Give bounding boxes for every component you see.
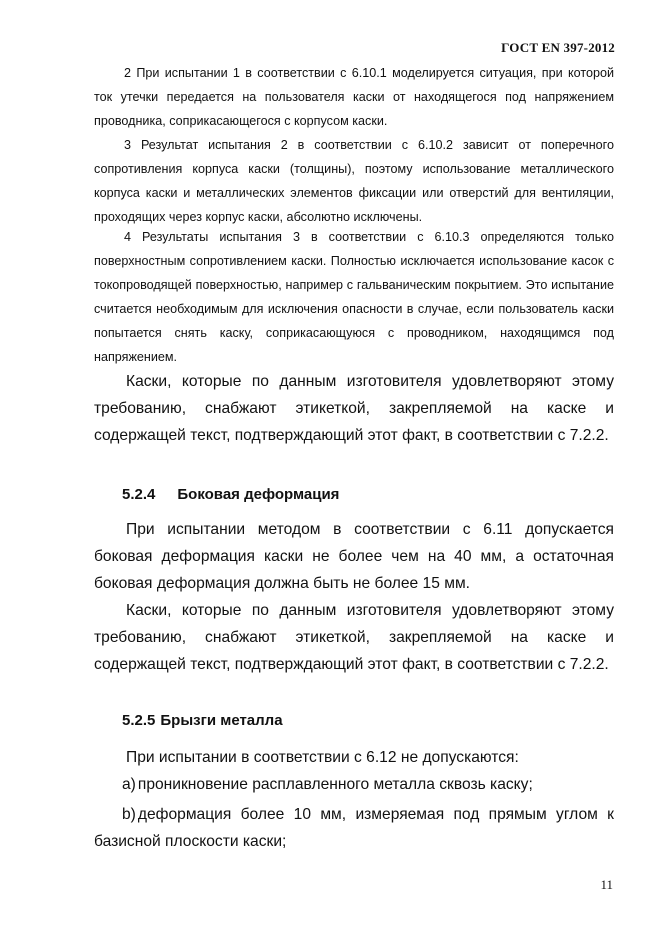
labeling-paragraph-2: Каски, которые по данным изготовителя удовлетворяют этому требованию, снабжают этикеткой, закрепляемой на каске и содержащей текст, подтверждающий этот факт, в соответствии с 7.2.2. [94,602,614,673]
list-item-text: проникновение расплавленного металла сквозь каску; [137,776,533,793]
section-number: 5.2.5 [122,712,156,729]
section-title: Боковая деформация [177,486,340,503]
list-marker: a) [122,776,136,793]
section-number: 5.2.4 [122,486,156,503]
document-code-header: ГОСТ EN 397-2012 [501,40,615,55]
metal-splash-intro: При испытании в соответствии с 6.12 не допускаются: [126,749,519,766]
list-marker: b) [122,806,136,823]
lateral-deformation-paragraph: При испытании методом в соответствии с 6.11 допускается боковая деформация каски не более чем на 40 мм, а остаточная боковая деформация должна быть не более 15 мм. [94,521,614,592]
page-number: 11 [600,877,613,892]
list-item-b [94,801,614,855]
list-item-text: деформация более 10 мм, измеряемая под прямым углом к базисной плоскости каски; [94,806,614,850]
section-heading-5-2-5 [122,712,283,729]
list-item-a [94,771,614,798]
note-3: 3 Результат испытания 2 в соответствии с 6.10.2 зависит от поперечного сопротивления корпуса каски (толщины), поэтому использование металлического корпуса каски и металлических элементов фиксации или отверстий для вентиляции, проходящих через корпус каски, абсолютно исключены. [94,138,614,224]
section-title: Брызги металла [160,712,283,729]
section-heading-5-2-4 [122,486,339,503]
note-2: 2 При испытании 1 в соответствии с 6.10.1 моделируется ситуация, при которой ток утечки передается на пользователя каски от находящегося под напряжением проводника, соприкасающегося с корпусом каски. [94,66,614,128]
note-4: 4 Результаты испытания 3 в соответствии с 6.10.3 определяются только поверхностным сопротивлением каски. Полностью исключается использование касок с токопроводящей поверхностью, например с гальваническим покрытием. Это испытание считается необходимым для исключения опасности в случае, если пользователь каски попытается снять каску, соприкасающуюся с проводником, находящимся под напряжением. [94,230,614,364]
labeling-paragraph: Каски, которые по данным изготовителя удовлетворяют этому требованию, снабжают этикеткой, закрепляемой на каске и содержащей текст, подтверждающий этот факт, в соответствии с 7.2.2. [94,373,614,444]
